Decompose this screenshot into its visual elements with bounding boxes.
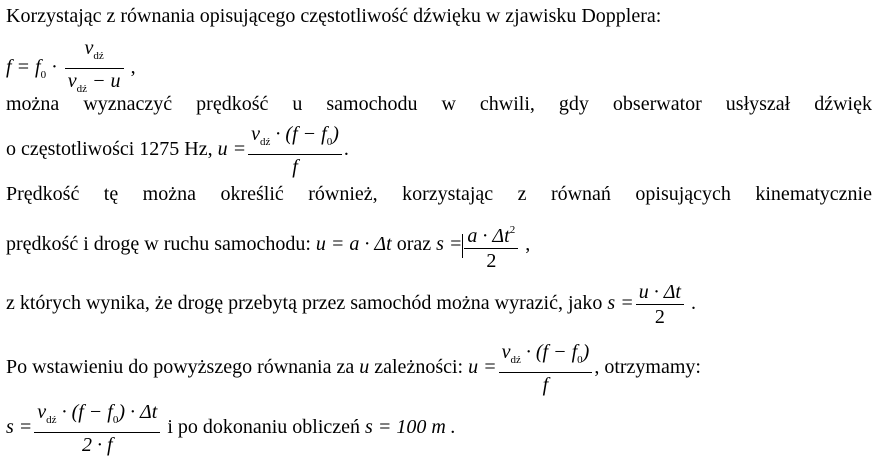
s2-fraction: [636, 280, 684, 329]
s3-num-close: ) · Δt: [118, 401, 158, 423]
s-num-text: a · Δt: [467, 225, 510, 247]
u-numerator: [248, 122, 342, 155]
fraction-numerator: [65, 36, 124, 69]
s3-fraction: [34, 400, 160, 457]
u2-num-rest: · (f − f: [520, 341, 578, 363]
u2-num-close: ): [582, 341, 590, 363]
kinematics-text: prędkość i drogę w ruchu samochodu:: [6, 233, 311, 256]
u-num-sub0: 0: [326, 136, 333, 148]
s3-denominator: 2 · f: [82, 434, 113, 456]
u-num-close: ): [332, 123, 339, 145]
and-word: oraz: [396, 233, 432, 256]
s2-denominator: 2: [654, 306, 665, 328]
s3-numerator: [34, 400, 160, 433]
s3-num-v-sub: dź: [46, 414, 57, 426]
u2-denominator: f: [542, 374, 549, 396]
s2-numerator: u · Δt: [636, 280, 684, 305]
s-eq-lhs: s =: [436, 233, 463, 256]
s-num-sup: 2: [509, 224, 516, 236]
intro-sentence: Korzystając z równania opisującego częstotliwość dźwięku w zjawisku Dopplera:: [6, 5, 662, 27]
final-result: s = 100 m .: [365, 416, 456, 439]
u2-eq-lhs: u =: [468, 356, 497, 379]
paragraph-3-line-2: [6, 218, 530, 273]
u-denominator: f: [292, 156, 298, 178]
den-v: v: [67, 70, 77, 92]
s-numerator: [464, 218, 518, 249]
formula-lhs-subscript: 0: [40, 69, 47, 82]
formula-lhs: f = f: [6, 56, 41, 79]
u2-num-v: v: [501, 341, 511, 363]
paragraph-4-text: z których wynika, że drogę przebytą przez samochód można wyrazić, jako: [6, 292, 603, 315]
u-tail: .: [343, 138, 349, 161]
velocity-equation: u = a · Δt: [315, 233, 392, 256]
formula-dot: ·: [46, 56, 63, 79]
num-v: v: [84, 37, 94, 59]
paragraph-5-tail: , otrzymamy:: [594, 356, 701, 379]
paragraph-6: [6, 400, 456, 457]
s2-eq-lhs: s =: [607, 292, 634, 315]
s3-num-v: v: [37, 401, 47, 423]
paragraph-2-line-2: [6, 122, 349, 179]
paragraph-3-text: Prędkość tę można określić również, korzystając z równań opisujących kinematycznie: [6, 183, 872, 205]
s-tail: ,: [520, 233, 531, 256]
den-v-subscript: dź: [76, 83, 88, 95]
cursor-bar: [462, 234, 463, 258]
u-fraction: [248, 122, 342, 179]
paragraph-5-mid: zależności:: [374, 356, 464, 379]
calculation-text: i po dokonaniu obliczeń: [167, 416, 361, 439]
frequency-text: o częstotliwości 1275 Hz,: [6, 138, 213, 161]
num-v-subscript: dź: [93, 50, 104, 62]
u-num-v-sub: dź: [260, 136, 271, 148]
u2-num-sub0: 0: [577, 354, 583, 366]
s-denominator: 2: [486, 250, 497, 272]
paragraph-2-text: można wyznaczyć prędkość u samochodu w chwili, gdy obserwator usłyszał dźwięk: [6, 93, 872, 115]
u-symbol: u: [359, 356, 370, 379]
s-fraction: [464, 218, 518, 273]
u-eq-lhs: u =: [217, 138, 247, 161]
u-num-rest: · (f − f: [270, 123, 327, 145]
paragraph-4: [6, 280, 696, 329]
intro-text: [6, 4, 661, 28]
u-num-v: v: [251, 123, 261, 145]
u2-fraction: [499, 340, 593, 397]
paragraph-5: [6, 340, 701, 397]
u2-numerator: [499, 340, 593, 373]
s3-eq-lhs: s =: [6, 416, 33, 439]
s3-num-rest: · (f − f: [56, 401, 113, 423]
formula-tail: ,: [125, 56, 136, 79]
paragraph-2-line-1: [6, 92, 872, 116]
den-rest: − u: [87, 70, 121, 92]
u2-num-v-sub: dź: [510, 354, 521, 366]
s2-tail: .: [685, 292, 696, 315]
paragraph-5-text: Po wstawieniu do powyższego równania za: [6, 356, 355, 379]
paragraph-3-line-1: [6, 182, 872, 206]
s3-num-sub0: 0: [112, 414, 119, 426]
